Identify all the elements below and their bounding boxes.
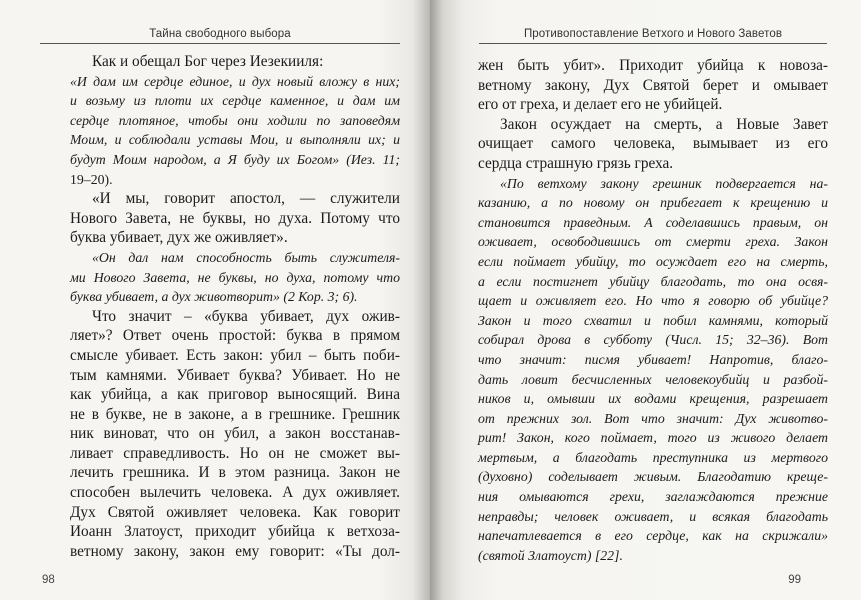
left-running-header: Тайна свободного выбора — [40, 28, 400, 44]
text-line: тым камнями. Убивает буква? Убивает. Но не — [70, 366, 400, 384]
text-line: Закон и того схватил и побил камнями, который — [478, 312, 828, 328]
text-line: Что значит – «буква убивает, дух ожив- — [92, 307, 400, 325]
text-line: неправды; человек оживает, и всякая благодать — [478, 508, 828, 524]
text-line: ников и, омывши их водами крещения, разрешает — [478, 391, 828, 407]
text-line: мертвым, а благодать преступника из мертвого — [478, 449, 828, 465]
text-line: сердца страшную грязь греха. — [478, 154, 674, 172]
text-line: ник виноват, что он убил, а закон восстанав- — [70, 425, 400, 443]
text-line: жен быть убит». Приходит убийца к новоза- — [478, 57, 828, 74]
text-line: если поймает убийцу, то осуждает его на смерть, — [478, 253, 828, 269]
text-line: от прежних зол. Вот что значит: Дух животво- — [478, 410, 828, 426]
text-line: оживает, освободившись от смерти греха. Закон — [478, 234, 828, 250]
text-line: Закон осуждает на смерть, а Новые Завет — [500, 115, 828, 133]
text-line: а если постигнет убийцу благодать, то она освя- — [478, 273, 828, 289]
left-page-text — [70, 52, 400, 561]
text-line: Моим, и соблюдали уставы Мои, и выполняли их; и — [70, 132, 400, 148]
right-page — [430, 0, 861, 600]
right-page-number: 99 — [788, 574, 801, 586]
text-line: как убийца, а как приговор выносящий. Вина — [70, 386, 400, 404]
text-line: Как и обещал Бог через Иезекииля: — [92, 53, 324, 70]
text-line: рит! Закон, кого поймает, того из живого делает — [478, 430, 828, 446]
text-line: и возьму из плоти их сердце каменное, и дам им — [70, 93, 400, 109]
left-page-number: 98 — [42, 574, 55, 586]
text-line: ния омываются грехи, заглаждаются прежние — [478, 489, 828, 505]
right-running-header: Противопоставление Ветхого и Нового Заветов — [479, 28, 827, 44]
text-line: ляет»? Ответ очень простой: буква в прямом — [70, 327, 400, 345]
text-line: казанию, а по новому он прибегает к крещению и — [478, 195, 828, 211]
text-line: ливает справедливость. Но он не сможет вы- — [70, 444, 400, 462]
text-line: 19–20). — [70, 171, 113, 187]
left-page — [0, 0, 430, 600]
text-line: что значит: писмя убивает! Напротив, благо- — [478, 351, 828, 367]
text-line: «И мы, говорит апостол, — служители — [92, 190, 400, 208]
text-line: ветному закону, закон ему говорит: «Ты дол- — [70, 542, 400, 560]
text-line: смысле убивает. Есть закон: убил – быть поби- — [70, 346, 400, 364]
text-line: ветному закону, Дух Святой берет и омывает — [478, 76, 828, 94]
text-line: не в букве, не в законе, а в грешнике. Грешник — [70, 405, 400, 423]
text-line: щает и оживляет его. Но что я говорю об убийце? — [478, 293, 828, 309]
text-line: «По ветхому закону грешник подвергается на- — [500, 175, 828, 191]
text-line: способен вылечить человека. А дух оживляет. — [70, 484, 400, 502]
text-line: буква убивает, дух же оживляет». — [70, 229, 288, 247]
text-line: собирал дрова в субботу (Числ. 15; 32–36). Вот — [478, 332, 828, 348]
text-line: (святой Златоуст) [22]. — [478, 547, 623, 563]
text-line: становится праведным. А соделавшись правым, он — [478, 214, 828, 230]
text-line: Иоанн Златоуст, приходит убийца к ветхоза- — [70, 523, 400, 541]
text-line: лечить грешника. И в этом разница. Закон не — [70, 464, 400, 482]
text-line: его от греха, и делает его не убийцей. — [478, 96, 723, 114]
text-line: напечатлевается в его сердце, как на скрижали» — [478, 528, 828, 544]
text-line: ми Нового Завета, не буквы, но духа, потому что — [70, 269, 400, 285]
right-page-text — [478, 56, 828, 565]
text-line: дать ловит бесчисленных человекоубийц и разбой- — [478, 371, 828, 387]
text-line: очищает самого человека, вымывает из его — [478, 135, 828, 153]
text-line: сердце плотяное, чтобы они ходили по заповедям — [70, 112, 400, 128]
text-line: «Он дал нам способность быть служителя- — [92, 249, 400, 265]
text-line: Дух Святой оживляет человека. Как говорит — [70, 503, 400, 521]
text-line: будут Моим народом, а Я буду их Богом» (Иез. 11; — [70, 151, 400, 167]
text-line: буква убивает, а дух животворит» (2 Кор. 3; 6). — [70, 289, 358, 305]
text-line: (духовно) соделывает живым. Благодатию креще- — [478, 469, 828, 485]
text-line: Нового Завета, не буквы, но духа. Потому что — [70, 209, 400, 227]
text-line: «И дам им сердце единое, и дух новый вложу в них; — [70, 73, 400, 89]
